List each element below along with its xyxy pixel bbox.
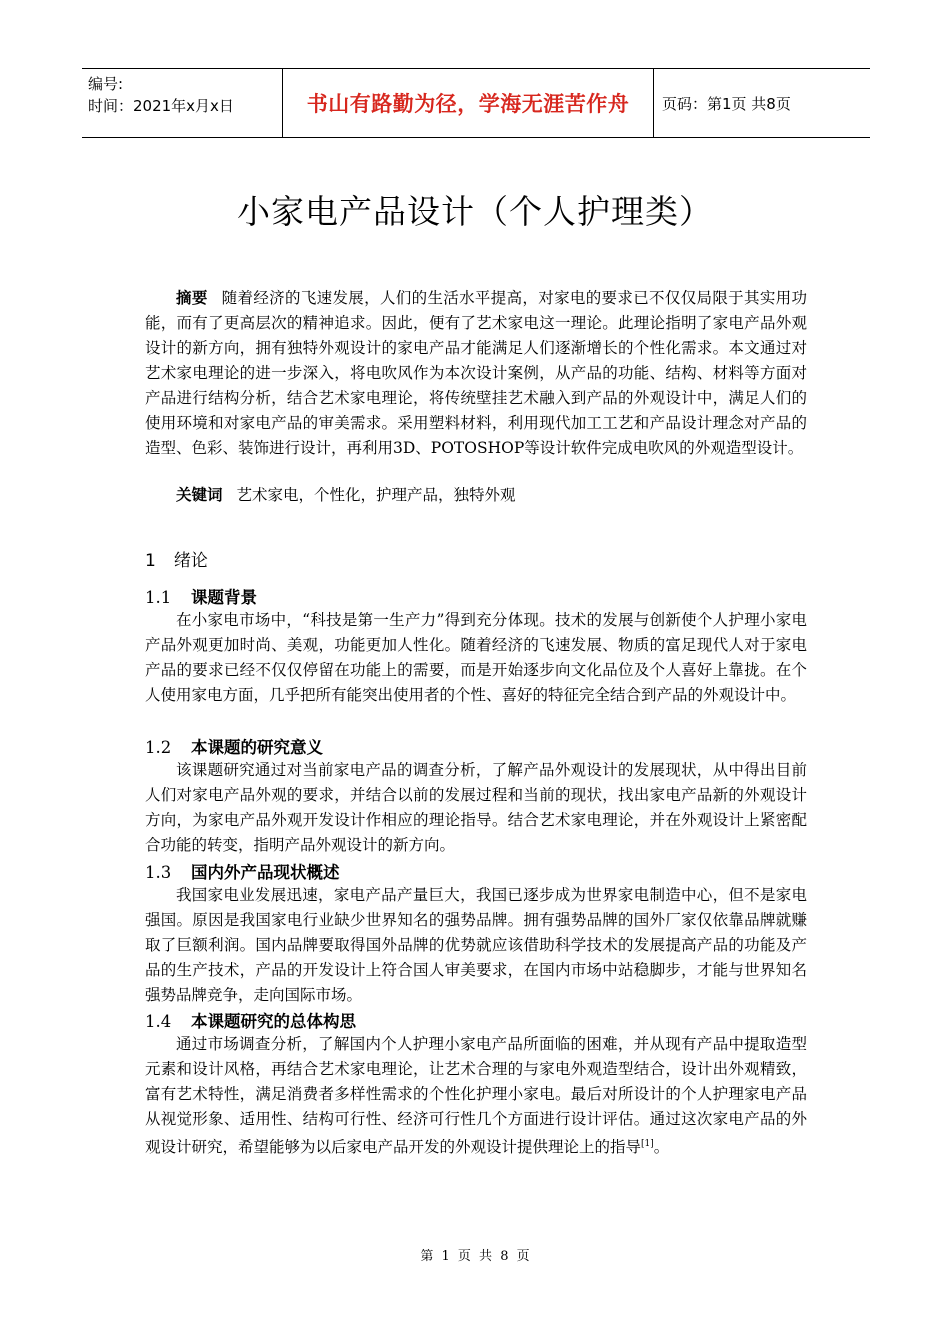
abstract-text: 随着经济的飞速发展，人们的生活水平提高，对家电的要求已不仅仅局限于其实用功能，而有了更高层次的精神追求。因此，便有了艺术家电这一理论。此理论指明了家电产品外观设计的新方向，拥有独特外观设计的家电产品才能满足人们逐渐增长的个性化需求。本文通过对艺术家电理论的进一步深入，将电吹风作为本次设计案例，从产品的功能、结构、材料等方面对产品进行结构分析，结合艺术家电理论，将传统壁挂艺术融入到产品的外观设计中，满足人们的使用环境和对家电产品的审美需求。采用塑料材料，利用现代加工工艺和产品设计理念对产品的造型、色彩、装饰进行设计，再利用3D、POTOSHOP等设计软件完成电吹风的外观造型设计。: [145, 289, 807, 457]
abstract-label: 摘要: [176, 289, 208, 307]
section-paragraph: 该课题研究通过对当前家电产品的调查分析，了解产品外观设计的发展现状，从中得出目前人们对家电产品外观的要求，并结合以前的发展过程和当前的现状，找出家电产品新的外观设计方向，为家电产品外观开发设计作相应的理论指导。结合艺术家电理论，并在外观设计上紧密配合功能的转变，指明产品外观设计的新方向。: [145, 761, 807, 854]
section-heading: [145, 734, 323, 758]
header-motto: 书山有路勤为径，学海无涯苦作舟: [282, 69, 654, 137]
chapter-title: 绪论: [173, 551, 208, 571]
section-number: 1.2: [145, 738, 172, 757]
page-footer: 第 1 页 共 8 页: [420, 1249, 530, 1264]
section-title: 国内外产品现状概述: [191, 863, 340, 882]
section-number: 1.4: [145, 1012, 172, 1031]
section-paragraph: [145, 1032, 807, 1160]
section-heading: [145, 1008, 356, 1032]
section-heading: [145, 584, 257, 608]
chapter-number: 1: [145, 551, 156, 571]
section-paragraph-text: 通过市场调查分析，了解国内个人护理小家电产品所面临的困难，并从现有产品中提取造型元素和设计风格，再结合艺术家电理论，让艺术合理的与家电外观造型结合，设计出外观精致，富有艺术特性，满足消费者多样性需求的个性化护理小家电。最后对所设计的个人护理家电产品从视觉形象、适用性、结构可行性、经济可行性几个方面进行设计评估。通过这次家电产品的外观设计研究，希望能够为以后家电产品开发的外观设计提供理论上的指导: [145, 1035, 807, 1157]
header-page-info: 页码：第1页 共8页: [662, 94, 791, 113]
citation-ref[interactable]: [1]: [641, 1139, 654, 1149]
header-meta: [88, 73, 278, 117]
paragraph-end: 。: [653, 1138, 670, 1157]
section-paragraph: 我国家电业发展迅速，家电产品产量巨大，我国已逐步成为世界家电制造中心，但不是家电强国。原因是我国家电行业缺少世界知名的强势品牌。拥有强势品牌的国外厂家仅依靠品牌就赚取了巨额利润。国内品牌要取得国外品牌的优势就应该借助科学技术的发展提高产品的功能及产品的生产技术，产品的开发设计上符合国人审美要求，在国内市场中站稳脚步，才能与世界知名强势品牌竞争，走向国际市场。: [145, 886, 807, 1004]
document-code-label: 编号:: [88, 75, 124, 93]
section-title: 课题背景: [191, 588, 257, 607]
chapter-heading: [145, 546, 208, 571]
section-title: 本课题的研究意义: [191, 738, 323, 757]
section-body: [145, 883, 807, 1008]
section-body: [145, 1032, 807, 1160]
section-body: [145, 758, 807, 858]
section-title: 本课题研究的总体构思: [191, 1012, 356, 1031]
abstract: [145, 286, 807, 461]
page-header: [82, 68, 870, 138]
keywords-text: 艺术家电，个性化，护理产品，独特外观: [236, 486, 516, 504]
section-body: [145, 608, 807, 708]
keywords: [145, 483, 807, 508]
document-date: 时间：2021年x月x日: [88, 97, 234, 115]
keywords-label: 关键词: [176, 486, 223, 504]
section-number: 1.1: [145, 588, 172, 607]
document-title: 小家电产品设计（个人护理类）: [237, 192, 713, 231]
section-paragraph: 在小家电市场中，“科技是第一生产力”得到充分体现。技术的发展与创新使个人护理小家电产品外观更加时尚、美观，功能更加人性化。随着经济的飞速发展、物质的富足现代人对于家电产品的要求已经不仅仅停留在功能上的需要，而是开始逐步向文化品位及个人喜好上靠拢。在个人使用家电方面，几乎把所有能突出使用者的个性、喜好的特征完全结合到产品的外观设计中。: [145, 611, 807, 704]
section-number: 1.3: [145, 863, 172, 882]
section-heading: [145, 859, 340, 883]
